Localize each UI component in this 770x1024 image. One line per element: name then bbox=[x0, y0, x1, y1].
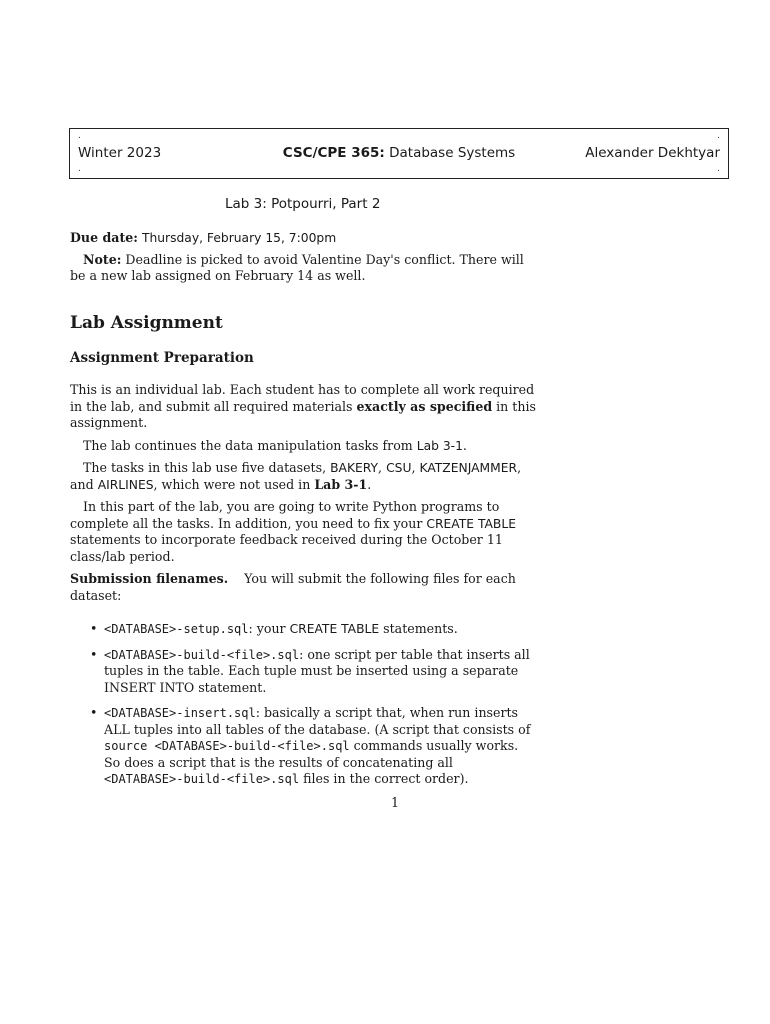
text-run: This is an individual lab. Each student has to complete all work required in the lab, and submit all required materials bbox=[70, 382, 535, 414]
submission-intro bbox=[70, 571, 536, 604]
dataset-name: BAKERY bbox=[330, 461, 379, 475]
submission-section bbox=[70, 571, 536, 797]
text-run: : basically a script that, when run inserts ALL tuples into all tables of the database. (A script that consists of bbox=[104, 705, 531, 737]
course-header bbox=[69, 128, 729, 179]
dataset-name: KATZENJAMMER bbox=[419, 461, 518, 475]
bullet-icon: • bbox=[90, 646, 98, 662]
term-label: Winter 2023 bbox=[78, 145, 162, 161]
emphasis: exactly as specified bbox=[356, 398, 493, 414]
page-number: 1 bbox=[390, 795, 399, 810]
list-item bbox=[70, 621, 536, 638]
lab-title: Lab 3: Potpourri, Part 2 bbox=[225, 196, 381, 212]
due-section bbox=[70, 230, 536, 285]
text-run: The lab continues the data manipulation tasks from bbox=[83, 437, 417, 453]
due-label: Due date: bbox=[70, 230, 138, 245]
course-name: Database Systems bbox=[389, 145, 516, 161]
text-run: , bbox=[378, 460, 387, 475]
instructor-name: Alexander Dekhtyar bbox=[585, 145, 720, 161]
header-dot: . bbox=[78, 164, 81, 174]
dataset-name: CSU bbox=[386, 461, 412, 475]
deadline-note bbox=[70, 252, 536, 285]
paragraph bbox=[70, 499, 536, 565]
text-run: , bbox=[411, 460, 420, 475]
sql-keyword: CREATE TABLE bbox=[289, 622, 380, 636]
lab-reference: Lab 3-1 bbox=[416, 438, 463, 453]
bullet-icon: • bbox=[90, 621, 98, 636]
paragraph bbox=[70, 460, 536, 493]
note-text: Deadline is picked to avoid Valentine Day's conflict. There will be a new lab assigned on February 14 as well. bbox=[70, 251, 524, 283]
file-list bbox=[70, 621, 536, 788]
paragraph bbox=[70, 382, 536, 432]
filename: <DATABASE>-insert.sql bbox=[104, 706, 256, 720]
text-run: statements to incorporate feedback received during the October 11 class/lab period. bbox=[70, 532, 503, 564]
text-run: . bbox=[462, 437, 467, 453]
header-dot: . bbox=[78, 131, 81, 141]
text-run: The tasks in this lab use five datasets, bbox=[83, 460, 331, 475]
due-value: Thursday, February 15, 7:00pm bbox=[141, 231, 337, 245]
dataset-name: AIRLINES bbox=[97, 477, 154, 492]
text-run: : one script per table that inserts all tuples in the table. Each tuple must be inserted using a separate INSERT INTO statement. bbox=[104, 646, 530, 695]
text-run: . bbox=[367, 476, 372, 492]
filename: <DATABASE>-setup.sql bbox=[104, 622, 249, 636]
course-code: CSC/CPE 365: bbox=[282, 145, 385, 161]
due-date bbox=[70, 230, 536, 247]
text-run: files in the correct order). bbox=[299, 771, 469, 786]
list-item bbox=[70, 705, 536, 788]
text-run: commands usually works. So does a script that is the results of concatenating all bbox=[104, 738, 519, 770]
header-dot: . bbox=[717, 131, 720, 141]
paragraph bbox=[70, 438, 536, 455]
filename: <DATABASE>-build-<file>.sql bbox=[104, 647, 300, 662]
command: source <DATABASE>-build-<file>.sql bbox=[104, 739, 350, 753]
note-label: Note: bbox=[83, 251, 122, 267]
text-run: You will submit the following files for each dataset: bbox=[70, 571, 516, 603]
list-item bbox=[70, 647, 536, 697]
text-run: , and bbox=[70, 460, 522, 492]
subsection-heading: Assignment Preparation bbox=[70, 350, 254, 366]
bullet-icon: • bbox=[90, 705, 98, 720]
header-dot: . bbox=[717, 164, 720, 174]
emphasis: Lab 3-1 bbox=[314, 476, 368, 492]
filename: <DATABASE>-build-<file>.sql bbox=[104, 772, 300, 786]
text-run: , which were not used in bbox=[153, 476, 315, 492]
text-run: statements. bbox=[379, 621, 458, 636]
section-heading: Lab Assignment bbox=[70, 313, 223, 333]
text-run: in this assignment. bbox=[70, 398, 536, 430]
sql-keyword: CREATE TABLE bbox=[426, 516, 516, 531]
preparation-body bbox=[70, 382, 536, 565]
text-run: In this part of the lab, you are going to write Python programs to complete all the tasks. In addition, you need to fix your bbox=[70, 499, 500, 531]
submission-label: Submission filenames. bbox=[70, 571, 229, 586]
text-run: : your bbox=[248, 621, 290, 636]
